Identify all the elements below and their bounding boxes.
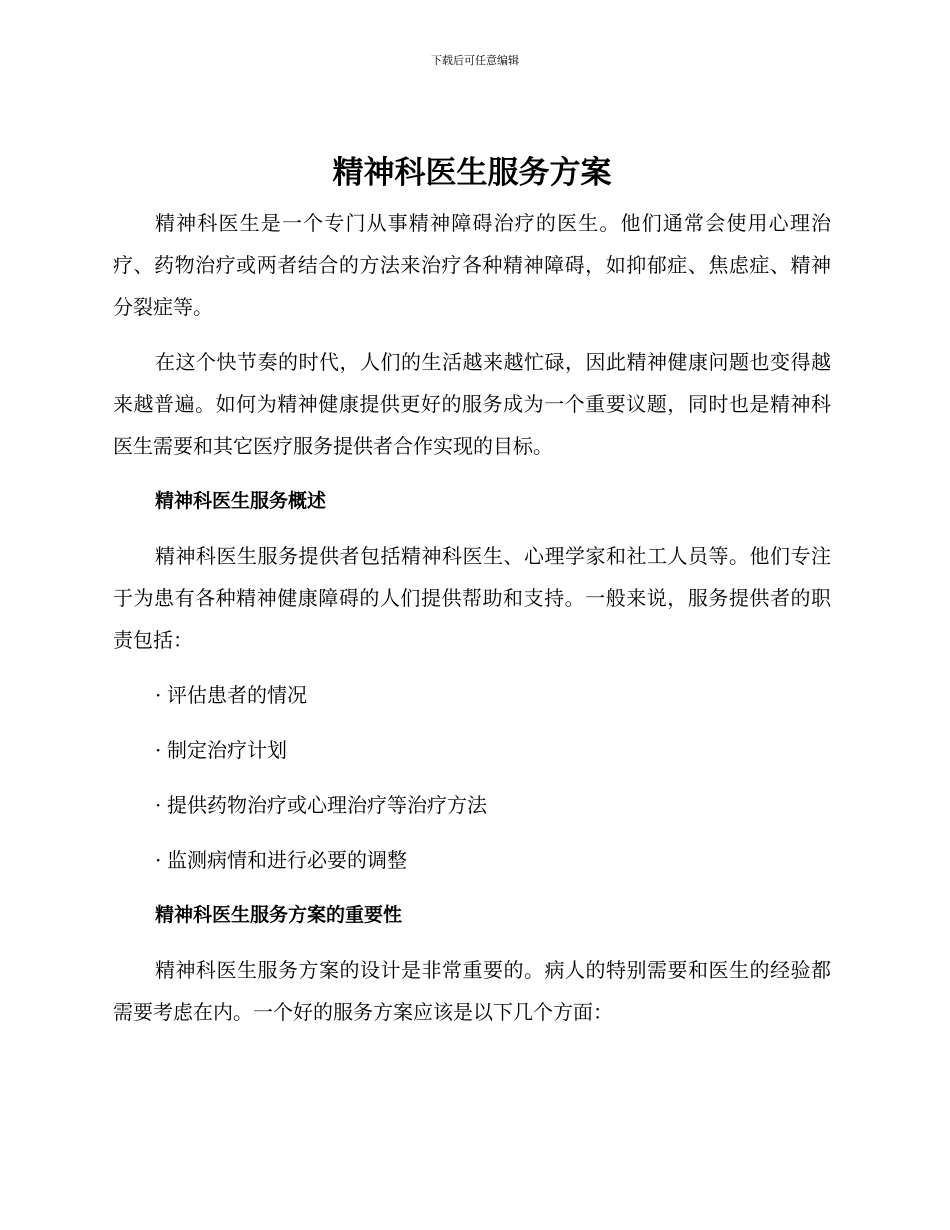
list-item bbox=[113, 729, 831, 771]
list-item-text: 监测病情和进行必要的调整 bbox=[167, 848, 407, 872]
list-item bbox=[113, 674, 831, 716]
list-item-text: 提供药物治疗或心理治疗等治疗方法 bbox=[167, 793, 487, 817]
intro-paragraph-1: 精神科医生是一个专门从事精神障碍治疗的医生。他们通常会使用心理治疗、药物治疗或两者结合的方法来治疗各种精神障碍，如抑郁症、焦虑症、精神分裂症等。 bbox=[113, 211, 831, 319]
document-title: 精神科医生服务方案 bbox=[332, 155, 612, 191]
bullet-dot-icon: · bbox=[155, 793, 162, 817]
duties-list bbox=[113, 674, 831, 881]
list-item bbox=[113, 784, 831, 826]
bullet-dot-icon: · bbox=[155, 848, 162, 872]
bullet-dot-icon: · bbox=[155, 683, 162, 707]
bullet-dot-icon: · bbox=[155, 738, 162, 762]
list-item bbox=[113, 839, 831, 881]
document-body bbox=[113, 150, 831, 1046]
page-header-note: 下载后可任意编辑 bbox=[431, 54, 519, 67]
overview-paragraph: 精神科医生服务提供者包括精神科医生、心理学家和社工人员等。他们专注于为患有各种精神健康障碍的人们提供帮助和支持。一般来说，服务提供者的职责包括： bbox=[113, 544, 831, 652]
section-heading-overview: 精神科医生服务概述 bbox=[155, 490, 327, 512]
list-item-text: 评估患者的情况 bbox=[167, 683, 307, 707]
section-heading-importance: 精神科医生服务方案的重要性 bbox=[155, 904, 403, 926]
intro-paragraph-2: 在这个快节奏的时代，人们的生活越来越忙碌，因此精神健康问题也变得越来越普遍。如何为精神健康提供更好的服务成为一个重要议题，同时也是精神科医生需要和其它医疗服务提供者合作实现的目标。 bbox=[113, 350, 831, 458]
importance-paragraph: 精神科医生服务方案的设计是非常重要的。病人的特别需要和医生的经验都需要考虑在内。一个好的服务方案应该是以下几个方面： bbox=[113, 958, 831, 1024]
list-item-text: 制定治疗计划 bbox=[167, 738, 287, 762]
